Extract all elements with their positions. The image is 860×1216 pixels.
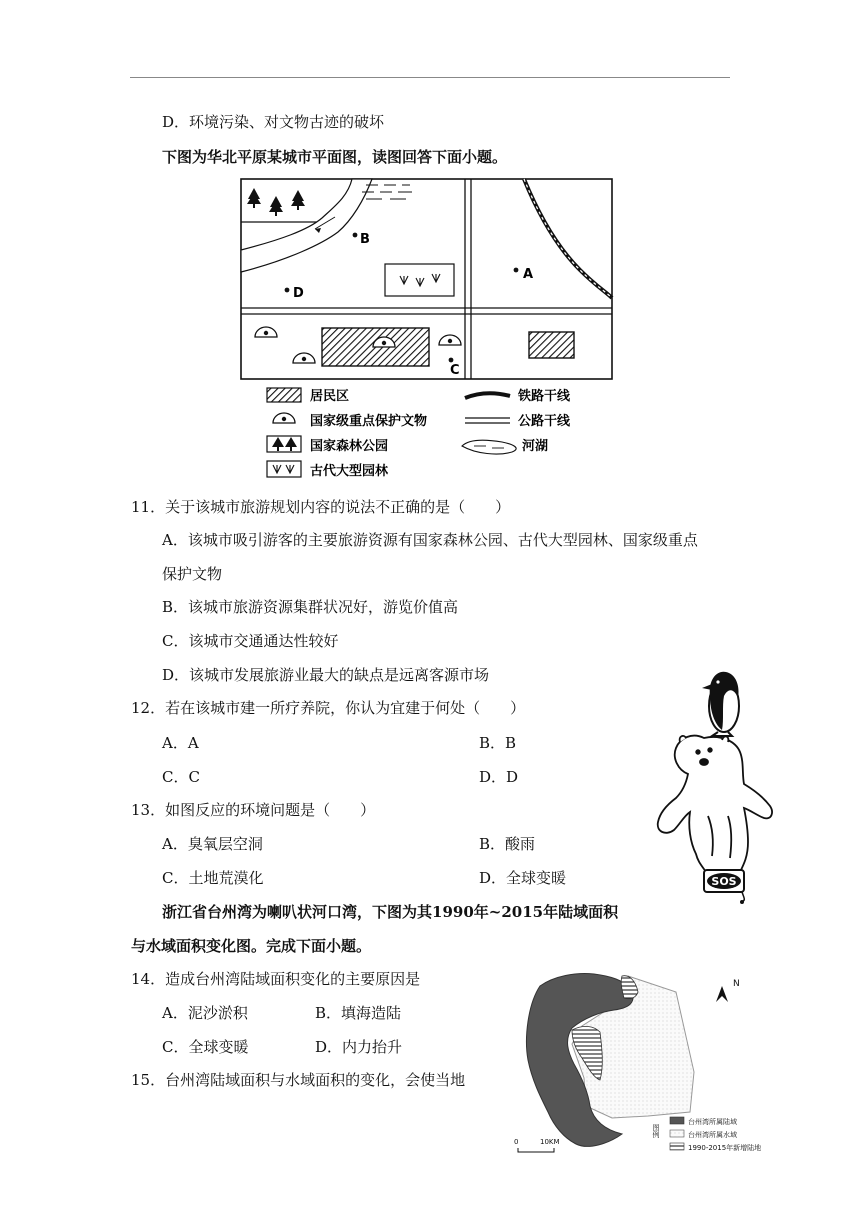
q12-option-b: B．B [479,734,517,752]
map-legend [267,388,571,479]
q13-option-b: B．酸雨 [479,835,536,853]
legend-water: 台州湾所属水域 [688,1131,737,1139]
q15-stem: 15．台州湾陆域面积与水域面积的变化，会使当地 [131,1071,466,1089]
q13-option-d: D．全球变暖 [479,869,567,887]
sos-text: SOS [711,875,737,888]
scale-km: 10KM [540,1138,560,1146]
residential-area-2 [529,332,574,358]
polar-bear-icon [658,736,772,872]
q11-option-c: C．该城市交通通达性较好 [162,632,339,650]
legend-railway: 铁路干线 [518,389,571,404]
q11-option-d: D．该城市发展旅游业最大的缺点是远离客源市场 [162,666,490,684]
q12-option-d: D．D [479,768,519,786]
point-c-label: C [450,363,460,378]
intro-city-map: 下图为华北平原某城市平面图，读图回答下面小题。 [162,148,508,166]
legend-river: 河湖 [522,439,549,454]
scale-bar [514,1138,560,1152]
q12-stem: 12．若在该城市建一所疗养院，你认为宜建于何处（ ） [131,699,526,717]
q14-option-b: B．填海造陆 [315,1004,402,1022]
intro-taizhou-line1: 浙江省台州湾为喇叭状河口湾，下图为其1990年~2015年陆域面积 [162,903,619,921]
q14-option-c: C．全球变暖 [162,1038,249,1056]
q12-option-a: A．A [162,734,199,752]
legend-residential: 居民区 [310,389,350,404]
city-plan-map [240,178,614,480]
q11-option-a: A．该城市吸引游客的主要旅游资源有国家森林公园、古代大型园林、国家级重点 [162,531,698,549]
point-b-label: B [360,232,370,247]
legend-new-land: 1990-2015年新增陆地 [688,1144,762,1152]
q11-stem: 11．关于该城市旅游规划内容的说法不正确的是（ ） [131,498,511,516]
polar-bear-penguin-illustration [652,666,776,904]
ancient-garden [385,264,454,296]
q12-option-c: C．C [162,768,200,786]
bay-map-legend [652,1117,761,1152]
legend-highway: 公路干线 [518,414,571,429]
prev-option-d: D．环境污染、对文物古迹的破坏 [162,113,385,131]
north-arrow-icon [716,979,740,1002]
header-rule [130,77,730,78]
q13-option-a: A．臭氧层空洞 [162,835,263,853]
taizhou-bay-map [510,968,780,1164]
q14-option-a: A．泥沙淤积 [162,1004,248,1022]
legend-title: 图例 [652,1124,660,1138]
q14-option-d: D．内力抬升 [315,1038,403,1056]
q13-stem: 13．如图反应的环境问题是（ ） [131,801,376,819]
point-d-label: D [293,286,304,301]
sos-sign [704,870,744,904]
q14-stem: 14．造成台州湾陆域面积变化的主要原因是 [131,970,421,988]
scale-zero: 0 [514,1138,519,1146]
penguin-icon [702,672,739,736]
legend-forest: 国家森林公园 [310,439,389,454]
q11-option-b: B．该城市旅游资源集群状况好，游览价值高 [162,598,459,616]
north-label: N [733,979,740,989]
point-a-label: A [523,267,534,282]
legend-land: 台州湾所属陆域 [688,1118,737,1126]
legend-garden: 古代大型园林 [310,464,389,479]
q13-option-c: C．土地荒漠化 [162,869,264,887]
legend-relic: 国家级重点保护文物 [310,414,428,429]
intro-taizhou-line2: 与水域面积变化图。完成下面小题。 [131,937,372,955]
q11-option-a-cont: 保护文物 [162,565,223,583]
